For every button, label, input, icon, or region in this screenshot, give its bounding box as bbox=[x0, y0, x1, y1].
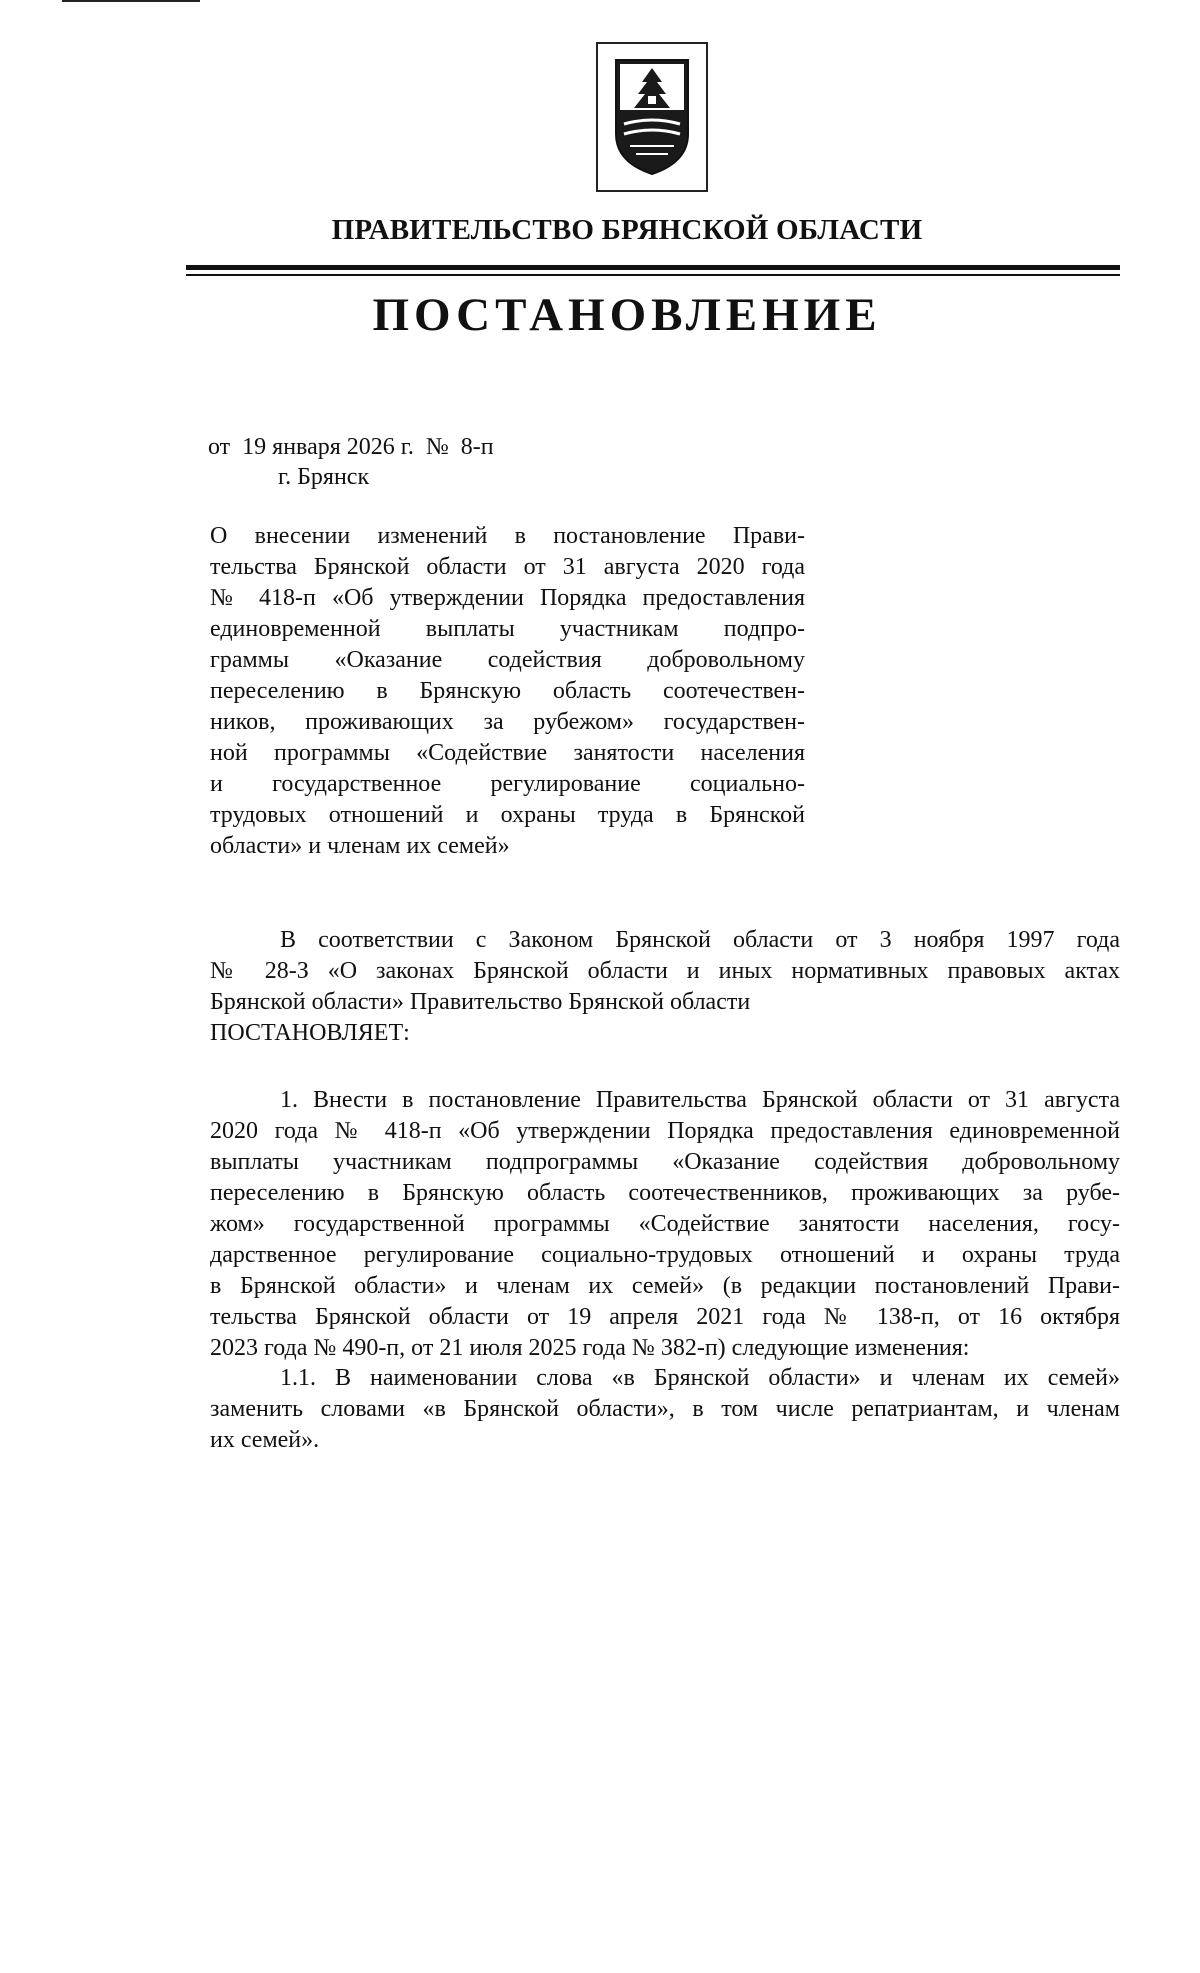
subject-line: граммы «Оказание содействия добровольному bbox=[210, 647, 805, 673]
preamble bbox=[210, 925, 1120, 1018]
decree-word bbox=[210, 1018, 1120, 1049]
preamble-line: Брянской области» Правительство Брянской области bbox=[210, 989, 751, 1015]
clause-line: 1.1. В наименовании слова «в Брянской области» и членам их семей» bbox=[280, 1365, 1120, 1391]
clause-line: переселению в Брянскую область соотечественников, проживающих за рубе- bbox=[210, 1180, 1120, 1206]
clause-line: выплаты участникам подпрограммы «Оказание содействия добровольному bbox=[210, 1149, 1120, 1175]
header-rule-thin bbox=[186, 274, 1120, 276]
clause-line: 2020 года № 418-п «Об утверждении Порядка предоставления единовременной bbox=[210, 1118, 1120, 1144]
subject-line: и государственное регулирование социально- bbox=[210, 771, 805, 797]
coat-of-arms-graphic bbox=[606, 54, 698, 180]
document-subject bbox=[210, 521, 805, 862]
subject-line: области» и членам их семей» bbox=[210, 833, 510, 859]
date-and-number: от 19 января 2026 г. № 8-п bbox=[208, 434, 494, 460]
clause-line: тельства Брянской области от 19 апреля 2021 года № 138-п, от 16 октября bbox=[210, 1304, 1120, 1330]
clause-1-1 bbox=[210, 1363, 1120, 1456]
subject-line: переселению в Брянскую область соотечествен- bbox=[210, 678, 805, 704]
preamble-line: № 28-З «О законах Брянской области и иных нормативных правовых актах bbox=[210, 958, 1120, 984]
government-name: ПРАВИТЕЛЬСТВО БРЯНСКОЙ ОБЛАСТИ bbox=[331, 214, 923, 246]
clause-line: 1. Внести в постановление Правительства Брянской области от 31 августа bbox=[280, 1087, 1120, 1113]
city-name: г. Брянск bbox=[278, 464, 370, 490]
clause-1 bbox=[210, 1085, 1120, 1364]
corner-line bbox=[62, 0, 200, 2]
subject-line: ников, проживающих за рубежом» государствен- bbox=[210, 709, 805, 735]
clause-line: жом» государственной программы «Содействие занятости населения, госу- bbox=[210, 1211, 1120, 1237]
clause-line: в Брянской области» и членам их семей» (в редакции постановлений Прави- bbox=[210, 1273, 1120, 1299]
coat-of-arms-icon bbox=[596, 42, 708, 192]
header-rule-thick bbox=[186, 265, 1120, 270]
preamble-line: В соответствии с Законом Брянской области от 3 ноября 1997 года bbox=[280, 927, 1120, 953]
document-type-title: ПОСТАНОВЛЕНИЕ bbox=[372, 289, 882, 341]
clause-line: дарственное регулирование социально-трудовых отношений и охраны труда bbox=[210, 1242, 1120, 1268]
subject-line: единовременной выплаты участникам подпро- bbox=[210, 616, 805, 642]
clause-line: заменить словами «в Брянской области», в том числе репатриантам, и членам bbox=[210, 1396, 1120, 1422]
subject-line: трудовых отношений и охраны труда в Брянской bbox=[210, 802, 805, 828]
subject-line: тельства Брянской области от 31 августа 2020 года bbox=[210, 554, 805, 580]
subject-line: № 418-п «Об утверждении Порядка предоставления bbox=[210, 585, 805, 611]
subject-line: ной программы «Содействие занятости населения bbox=[210, 740, 805, 766]
decree-word-text: ПОСТАНОВЛЯЕТ: bbox=[210, 1020, 410, 1046]
clause-line: их семей». bbox=[210, 1427, 320, 1453]
subject-line: О внесении изменений в постановление Прави- bbox=[210, 523, 805, 549]
clause-line: 2023 года № 490-п, от 21 июля 2025 года № 382-п) следующие изменения: bbox=[210, 1335, 970, 1361]
